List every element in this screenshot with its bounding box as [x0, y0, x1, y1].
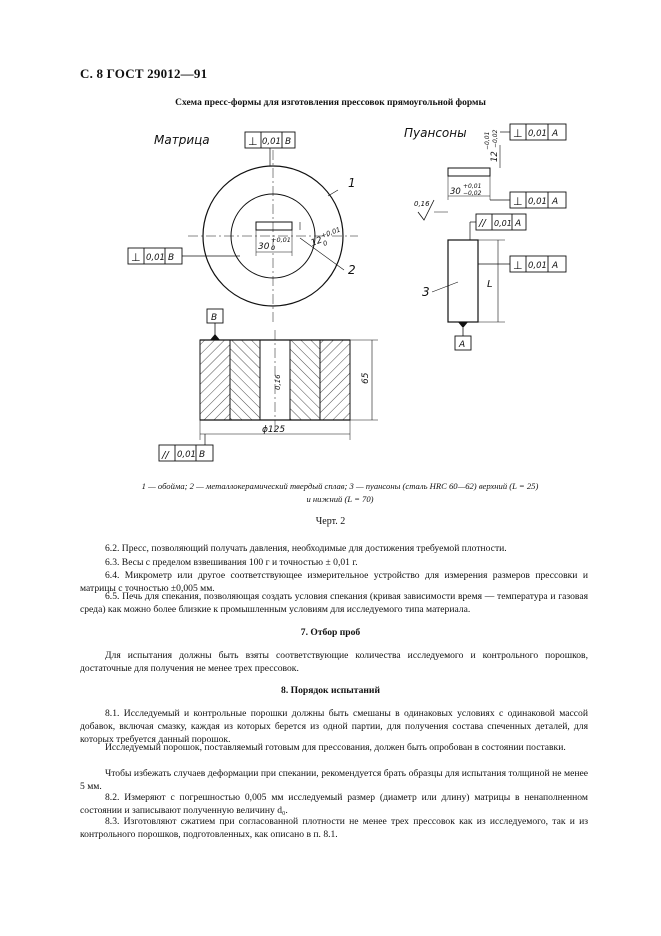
dim-65: 65	[361, 372, 371, 384]
dim-12-tol0: 0	[321, 238, 329, 248]
punch-frame4-val: 0,01	[528, 261, 547, 271]
punch-frame4-datum: A	[552, 261, 559, 271]
paragraph-8-3: 8.3. Изготовляют сжатием при согласованной плотности не менее трех прессовок как из исследуемого, так и из контрольного порошков, подготовленных, как описано в п. 8.1.	[80, 816, 588, 841]
dim-30-tol0: 0	[271, 244, 276, 252]
matrix-label: Матрица	[154, 133, 210, 147]
section-frame-val: 0,01	[177, 450, 196, 460]
dim-30-tol: +0,01	[271, 236, 291, 244]
matrix-frame-top-val: 0,01	[262, 137, 281, 147]
matrix-frame-top-sym: ⊥	[248, 135, 258, 148]
punch-frame2-datum: A	[552, 197, 559, 207]
datum-a-label: A	[459, 340, 466, 350]
dim-12-tol: +0,01	[319, 225, 342, 240]
dim-12-top-tol: −0,01	[484, 131, 491, 150]
paragraph-6-5: 6.5. Печь для спекания, позволяющая создать условия спекания (кривая зависимости время — температура и газовая среда) как можно более близкие к промышленным условиям для исследуемого типа материала.	[80, 591, 588, 616]
section-frame-datum: B	[199, 450, 206, 460]
punches-label: Пуансоны	[404, 126, 467, 140]
punch-frame2-val: 0,01	[528, 197, 547, 207]
punch-frame3-val: 0,01	[494, 219, 512, 228]
matrix-frame-left-datum: B	[168, 253, 175, 263]
section-7-title: 7. Отбор проб	[300, 627, 361, 638]
figure-caption: Черт. 2	[315, 516, 346, 527]
section-datum-b: B	[211, 313, 218, 323]
punch-roughness: 0,16	[414, 200, 430, 208]
punch-frame2-sym: ⊥	[513, 195, 523, 208]
matrix-frame-left-sym: ⊥	[131, 251, 141, 264]
dim-30-punch-tol: +0,01	[463, 183, 482, 190]
section-8-title: 8. Порядок испытаний	[281, 685, 380, 696]
paragraph-6-4: 6.4. Микрометр или другое соответствующее измерительное устройство для измерения размеров прессовки и матрицы с точностью ±0,005 мм.	[80, 570, 588, 595]
dim-phi125: ϕ125	[262, 425, 286, 435]
punch-frame4-sym: ⊥	[513, 259, 523, 272]
punch-frame3-sym: //	[479, 218, 486, 229]
legend-line-2: и нижний (L = 70)	[306, 494, 374, 504]
dim-12-top-tol2: −0,02	[492, 129, 499, 148]
matrix-frame-top-datum: B	[285, 137, 292, 147]
matrix-frame-left-val: 0,01	[146, 253, 165, 263]
ref-3: 3	[422, 285, 430, 299]
figure-title: Схема пресс-формы для изготовления прессовок прямоугольной формы	[175, 98, 486, 108]
paragraph-6-3: 6.3. Весы с пределом взвешивания 100 г и точностью ± 0,01 г.	[105, 557, 358, 568]
paragraph-8-1: 8.1. Исследуемый и контрольные порошки должны быть смешаны в одинаковых условиях с одинаковой массой добавок, включая смазку, каждая из которых берется из одной партии, для получения состава спеченных деталей, для которых требуется данный порошок.	[80, 708, 588, 746]
section-roughness: 0,16	[274, 374, 282, 390]
dim-30-punch: 30	[450, 187, 461, 197]
section-frame-sym: //	[162, 450, 169, 461]
ref-1: 1	[348, 176, 356, 190]
paragraph-8-2: 8.2. Измеряют с погрешностью 0,005 мм исследуемый размер (диаметр или длину) матрицы в ненаполненном состоянии и записывают полученную величину d₀.	[80, 792, 588, 817]
paragraph-6-2: 6.2. Пресс, позволяющий получать давления, необходимые для достижения требуемой плотности.	[105, 543, 507, 554]
dim-12: 12	[309, 235, 324, 249]
paragraph-8-1c: Чтобы избежать случаев деформации при спекании, рекомендуется брать образцы для испытания толщиной не менее 5 мм.	[80, 768, 588, 793]
dim-L: L	[487, 279, 493, 290]
punch-frame1-datum: A	[552, 129, 559, 139]
page-header: С. 8 ГОСТ 29012—91	[80, 66, 208, 81]
ref-2: 2	[348, 263, 356, 277]
figure-legend	[80, 480, 600, 506]
punch-frame1-sym: ⊥	[513, 127, 523, 140]
matrix-section	[159, 309, 378, 461]
punch-frame3-datum: A	[515, 219, 522, 229]
dim-30: 30	[258, 242, 270, 252]
dim-30-punch-tol2: −0,02	[463, 190, 482, 197]
paragraph-8-1b: Исследуемый порошок, поставляемый готовым для прессования, должен быть опробован в состоянии поставки.	[105, 742, 566, 753]
dim-12-top: 12	[490, 151, 500, 162]
punch-frame1-val: 0,01	[528, 129, 547, 139]
legend-line-1: 1 — обойма; 2 — металлокерамический твердый сплав; 3 — пуансоны (сталь HRC 60—62) верхний (L = 25)	[141, 481, 539, 491]
paragraph-7: Для испытания должны быть взяты соответствующие количества исследуемого и контрольного порошков, достаточные для получения не менее трех прессовок.	[80, 650, 588, 675]
matrix-top-view	[128, 132, 358, 322]
